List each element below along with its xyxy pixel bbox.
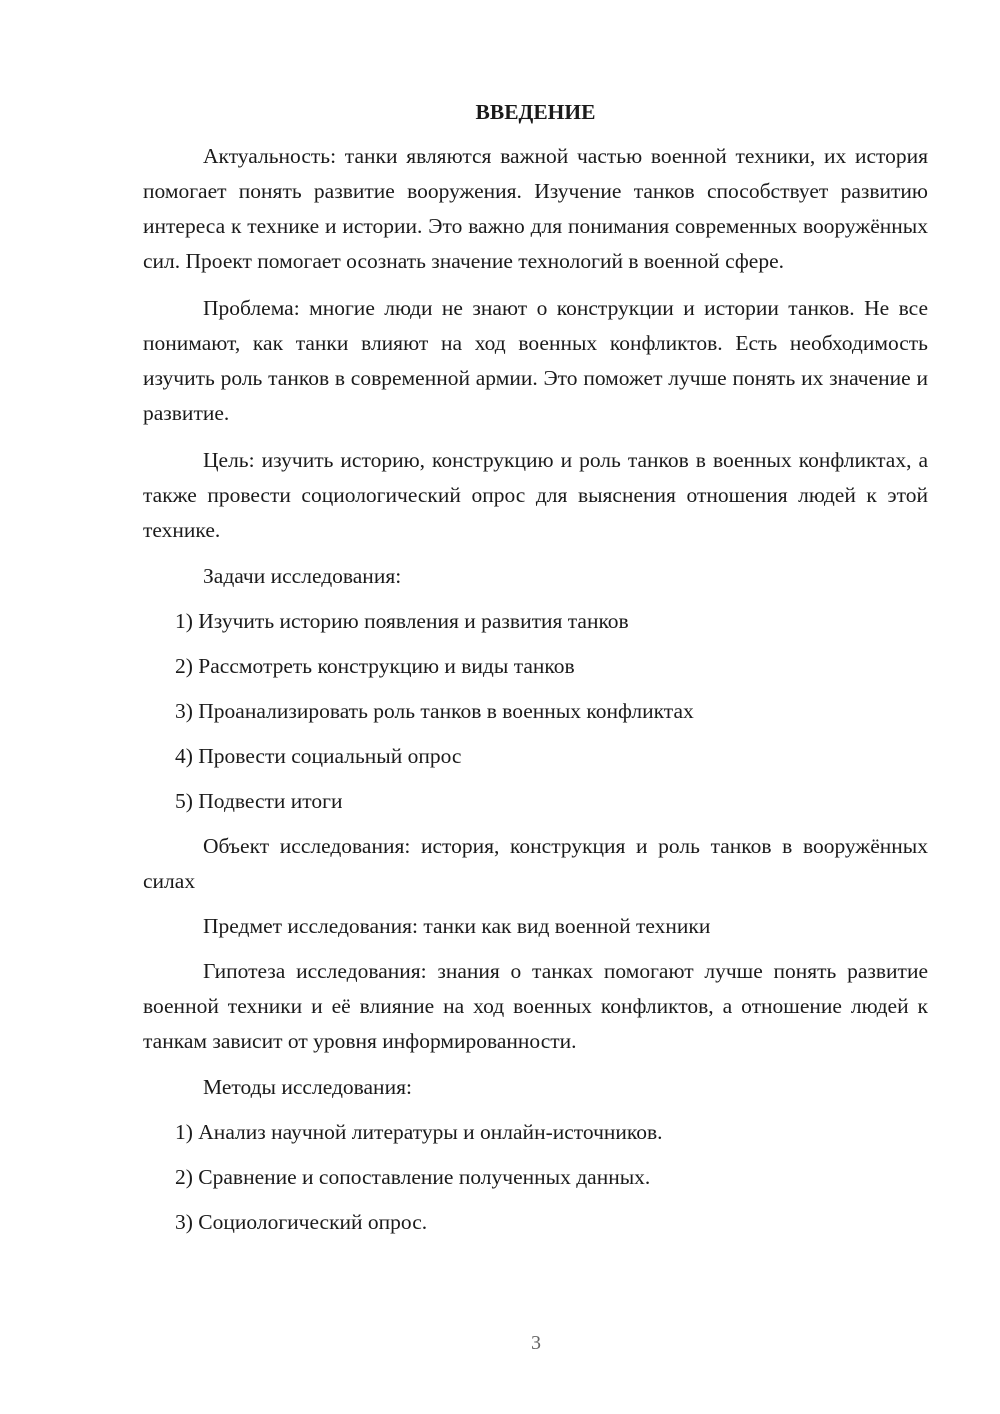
methods-heading: Методы исследования: [203, 1075, 412, 1099]
document-body [143, 95, 928, 1240]
task-item: 3) Проанализировать роль танков в военных конфликтах [175, 699, 694, 723]
relevance-paragraph: Актуальность: танки являются важной частью военной техники, их история помогает понять развитие вооружения. Изучение танков способствует развитию интереса к технике и истории. Это важно для понимания современных вооружённых сил. Проект помогает осознать значение технологий в военной сфере. [143, 144, 928, 273]
method-item: 2) Сравнение и сопоставление полученных данных. [175, 1165, 651, 1189]
methods-list [143, 1115, 928, 1240]
task-item: 2) Рассмотреть конструкцию и виды танков [175, 654, 575, 678]
hypothesis-paragraph: Гипотеза исследования: знания о танках помогают лучше понять развитие военной техники и её влияние на ход военных конфликтов, а отношение людей к танкам зависит от уровня информированности. [143, 959, 928, 1053]
method-item: 3) Социологический опрос. [175, 1210, 428, 1234]
task-item: 1) Изучить историю появления и развития танков [175, 609, 629, 633]
goal-paragraph: Цель: изучить историю, конструкцию и роль танков в военных конфликтах, а также провести социологический опрос для выяснения отношения людей к этой технике. [143, 448, 928, 542]
problem-paragraph: Проблема: многие люди не знают о конструкции и истории танков. Не все понимают, как танки влияют на ход военных конфликтов. Есть необходимость изучить роль танков в современной армии. Это поможет лучше понять их значение и развитие. [143, 296, 928, 425]
tasks-heading: Задачи исследования: [203, 564, 402, 588]
task-item: 4) Провести социальный опрос [175, 744, 462, 768]
subject-paragraph: Предмет исследования: танки как вид военной техники [203, 914, 711, 938]
page-title: ВВЕДЕНИЕ [475, 100, 596, 124]
object-paragraph: Объект исследования: история, конструкция и роль танков в вооружённых силах [143, 834, 928, 893]
tasks-list [143, 604, 928, 819]
method-item: 1) Анализ научной литературы и онлайн-источников. [175, 1120, 663, 1144]
page-number: 3 [531, 1332, 541, 1354]
task-item: 5) Подвести итоги [175, 789, 343, 813]
